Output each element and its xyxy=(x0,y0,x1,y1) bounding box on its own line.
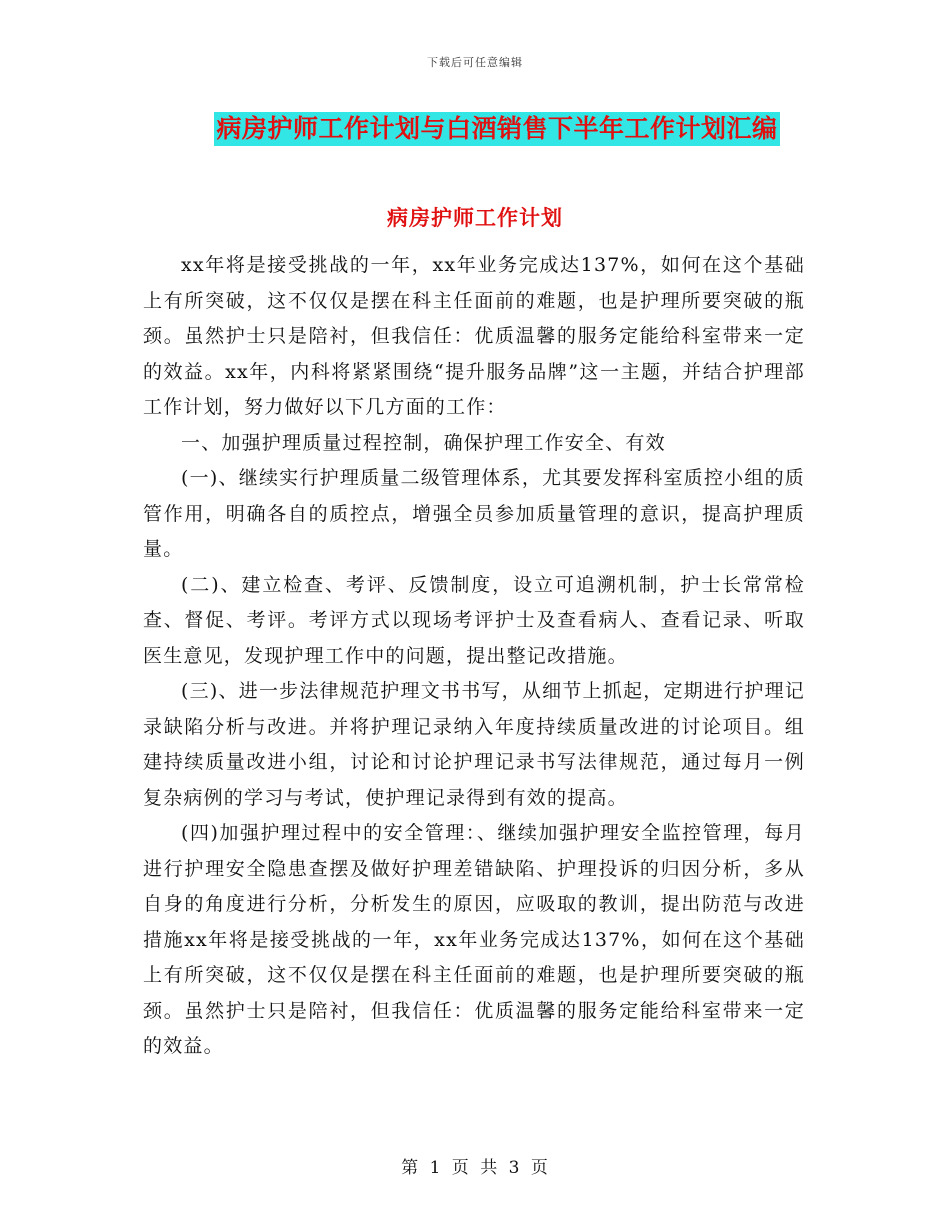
document-title-container xyxy=(0,112,950,146)
paragraph-item-4: (四)加强护理过程中的安全管理：、继续加强护理安全监控管理，每月进行护理安全隐患查摆及做好护理差错缺陷、护理投诉的归因分析，多从自身的角度进行分析，分析发生的原因，应吸取的教训，提出防范与改进措施xx年将是接受挑战的一年，xx年业务完成达137%，如何在这个基础上有所突破，这不仅仅是摆在科主任面前的难题，也是护理所要突破的瓶颈。虽然护士只是陪衬，但我信任：优质温馨的服务定能给科室带来一定的效益。 xyxy=(143,822,805,1057)
document-body xyxy=(143,248,805,1065)
page-footer: 第 1 页 共 3 页 xyxy=(401,1158,549,1178)
paragraph-item-2: (二)、建立检查、考评、反馈制度，设立可追溯机制，护士长常常检查、督促、考评。考评方式以现场考评护士及查看病人、查看记录、听取医生意见，发现护理工作中的问题，提出整记改措施。 xyxy=(143,573,805,667)
paragraph-item-1: (一)、继续实行护理质量二级管理体系，尤其要发挥科室质控小组的质管作用，明确各自的质控点，增强全员参加质量管理的意识，提高护理质量。 xyxy=(143,467,805,560)
paragraph-item-3: (三)、进一步法律规范护理文书书写，从细节上抓起，定期进行护理记录缺陷分析与改进。并将护理记录纳入年度持续质量改进的讨论项目。组建持续质量改进小组，讨论和讨论护理记录书写法律规范，通过每月一例复杂病例的学习与考试，使护理记录得到有效的提高。 xyxy=(143,680,805,809)
section-title: 病房护师工作计划 xyxy=(387,205,563,230)
paragraph-heading-1: 一、加强护理质量过程控制，确保护理工作安全、有效 xyxy=(181,431,666,454)
paragraph-intro: xx年将是接受挑战的一年，xx年业务完成达137%，如何在这个基础上有所突破，这不仅仅是摆在科主任面前的难题，也是护理所要突破的瓶颈。虽然护士只是陪衬，但我信任：优质温馨的服务定能给科室带来一定的效益。xx年，内科将紧紧围绕“提升服务品牌”这一主题，并结合护理部工作计划，努力做好以下几方面的工作： xyxy=(143,254,805,418)
document-title: 病房护师工作计划与白酒销售下半年工作计划汇编 xyxy=(214,112,779,146)
header-note: 下载后可任意编辑 xyxy=(427,56,523,69)
